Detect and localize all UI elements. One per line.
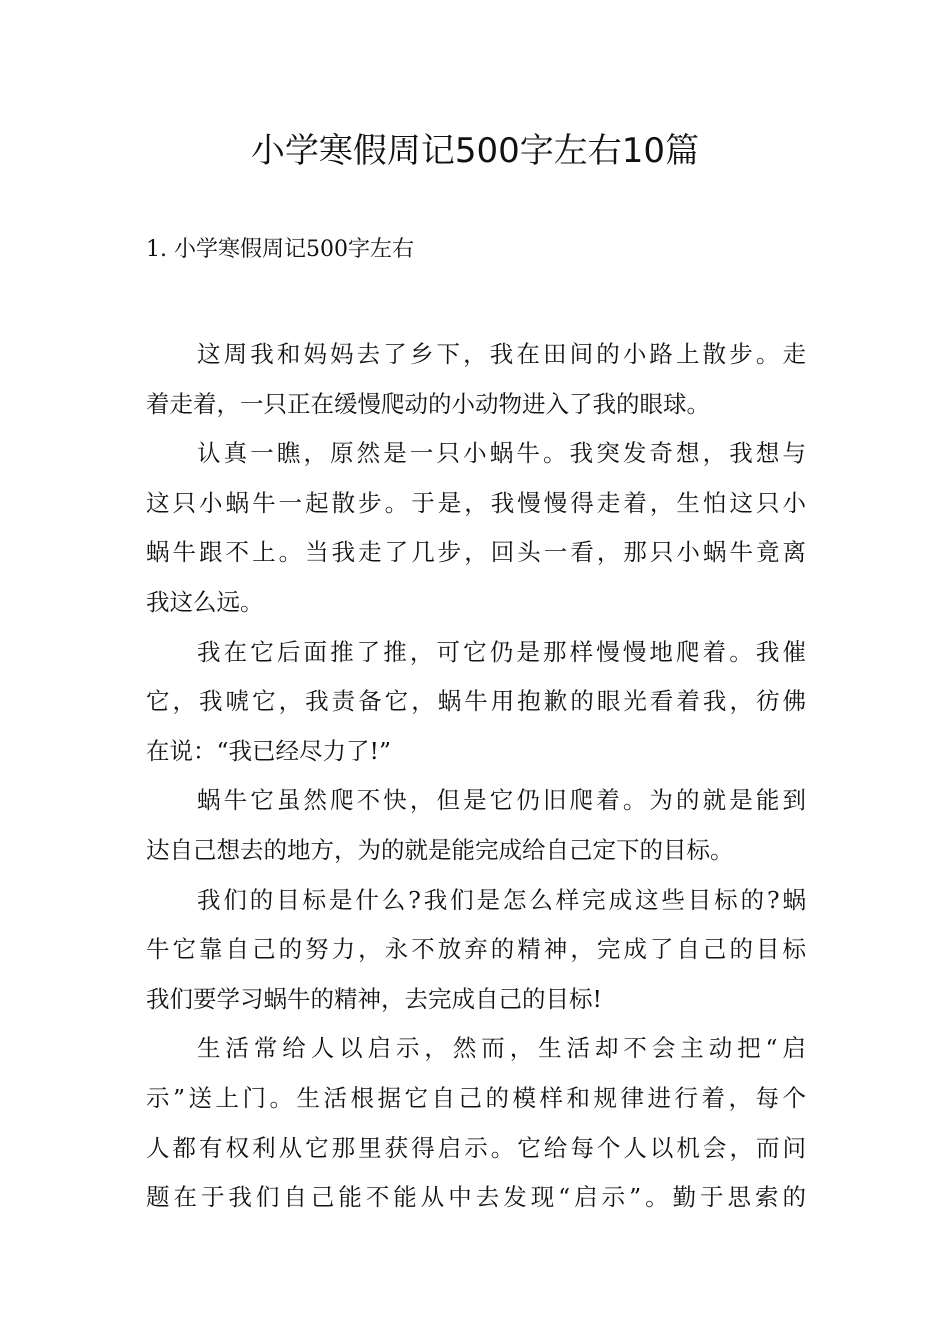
- paragraph-line: 蜗牛跟不上。当我走了几步，回头一看，那只小蜗牛竟离: [146, 538, 806, 567]
- paragraph-line: 生活常给人以启示，然而，生活却不会主动把“启: [197, 1034, 806, 1063]
- paragraph-line: 它，我唬它，我责备它，蜗牛用抱歉的眼光看着我，彷佛: [146, 687, 806, 716]
- paragraph-line: 着走着，一只正在缓慢爬动的小动物进入了我的眼球。: [146, 389, 710, 418]
- paragraph-line: 我在它后面推了推，可它仍是那样慢慢地爬着。我催: [197, 637, 806, 666]
- paragraph-line: 这周我和妈妈去了乡下，我在田间的小路上散步。走: [197, 340, 806, 368]
- paragraph-line: 这只小蜗牛一起散步。于是，我慢慢得走着，生怕这只小: [146, 488, 806, 517]
- document-title: 小学寒假周记500字左右10篇: [250, 131, 700, 171]
- document-body: [146, 330, 806, 1223]
- section-heading: 1. 小学寒假周记500字左右: [146, 237, 414, 262]
- paragraph-line: 题在于我们自己能不能从中去发现“启示”。勤于思索的: [146, 1183, 806, 1212]
- paragraph-line: 认真一瞧，原然是一只小蜗牛。我突发奇想，我想与: [197, 439, 806, 468]
- paragraph-line: 人都有权利从它那里获得启示。它给每个人以机会，而问: [146, 1133, 806, 1162]
- paragraph-line: 达自己想去的地方，为的就是能完成给自己定下的目标。: [146, 835, 734, 864]
- paragraph-line: 我们要学习蜗牛的精神，去完成自己的目标!: [146, 984, 602, 1013]
- paragraph-line: 我这么远。: [146, 587, 264, 616]
- paragraph-line: 牛它靠自己的努力，永不放弃的精神，完成了自己的目标: [146, 935, 806, 964]
- paragraph-line: 示”送上门。生活根据它自己的模样和规律进行着，每个: [146, 1083, 806, 1112]
- paragraph-line: 蜗牛它虽然爬不快，但是它仍旧爬着。为的就是能到: [197, 786, 806, 815]
- paragraph-line: 我们的目标是什么?我们是怎么样完成这些目标的?蜗: [197, 885, 806, 914]
- paragraph-line: 在说：“我已经尽力了!”: [146, 736, 391, 765]
